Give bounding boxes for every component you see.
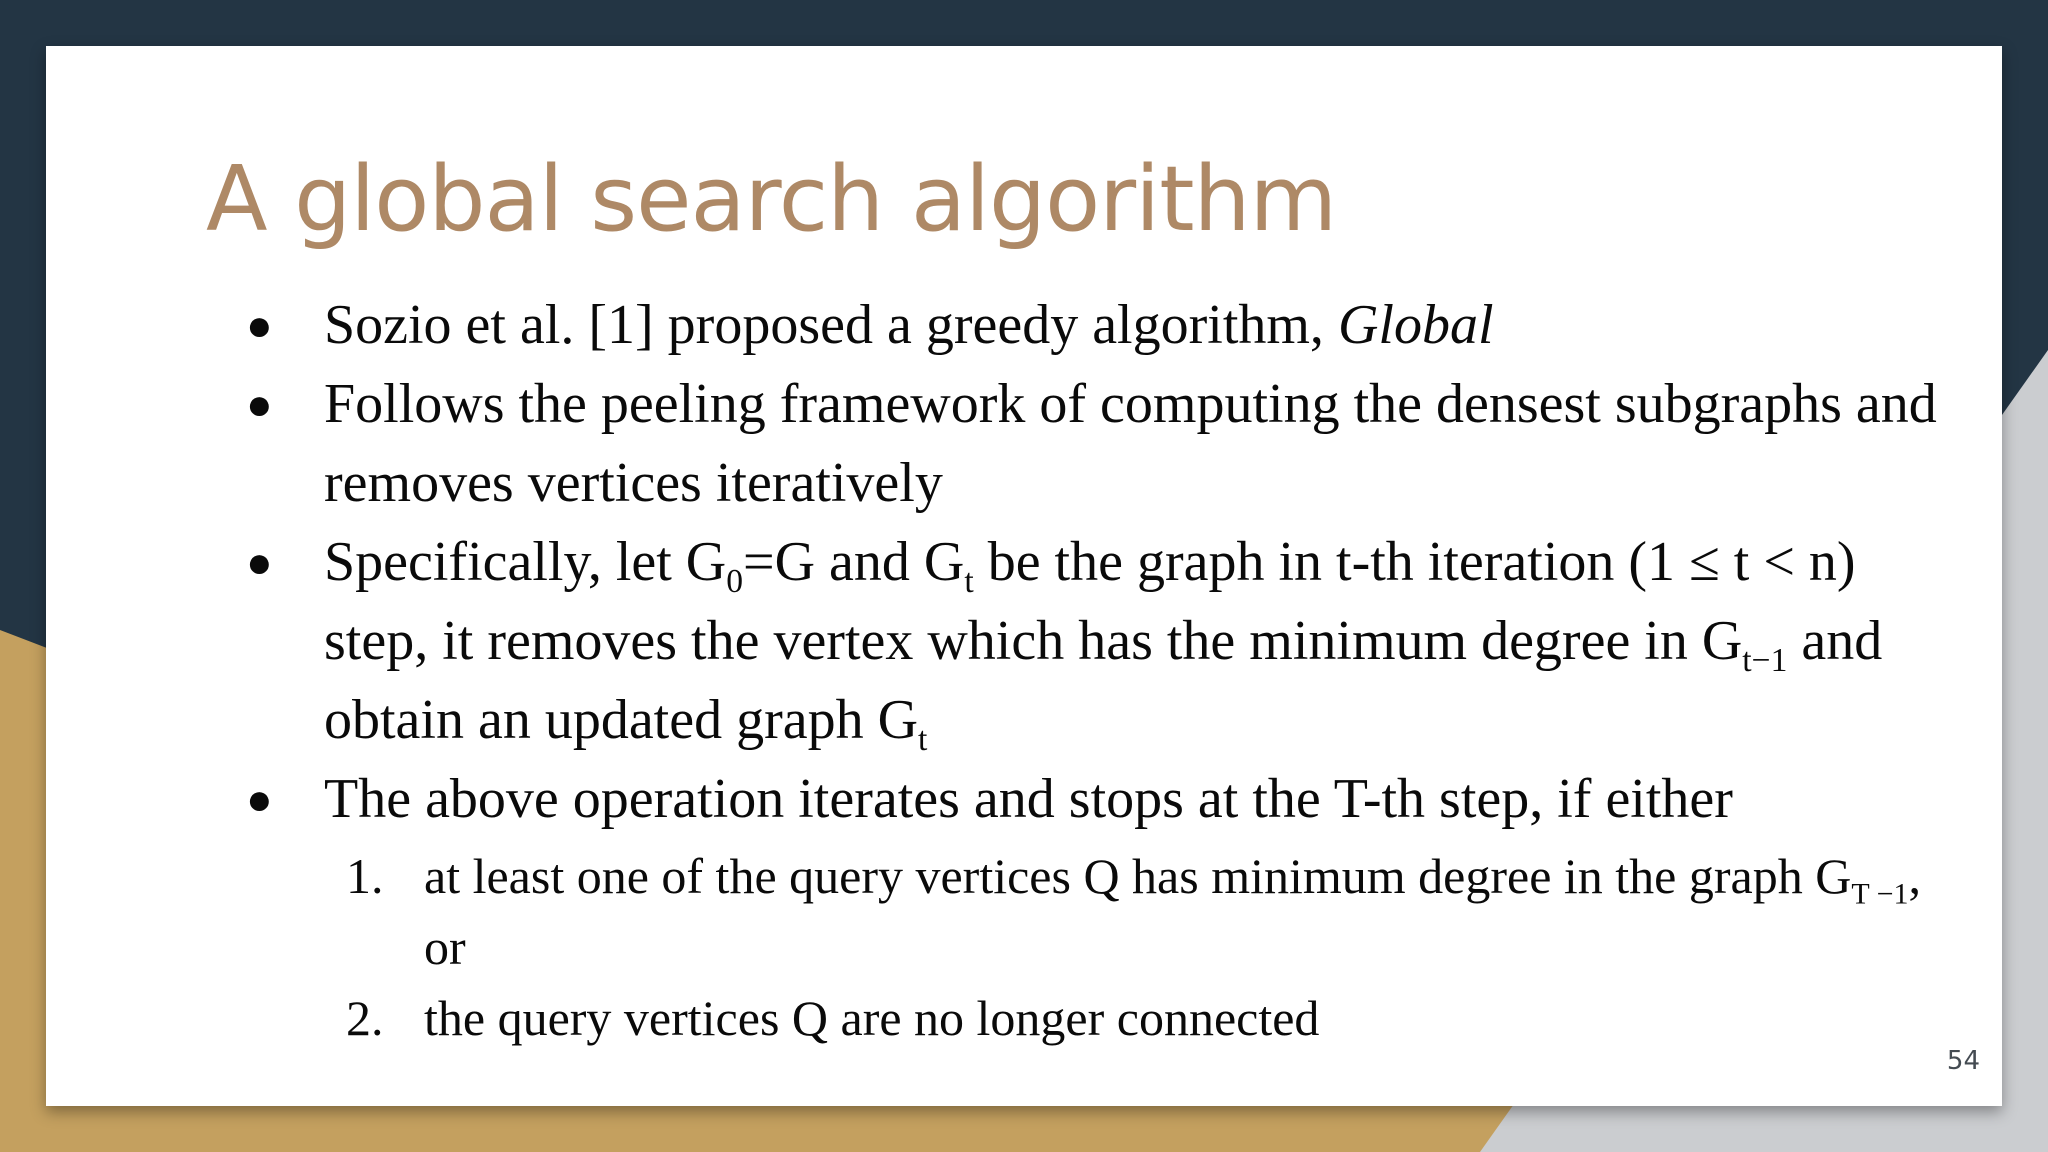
bullet-dot: ● — [246, 538, 273, 587]
page-number: 54 — [1946, 1046, 1980, 1076]
bullet-3-part1: Specifically, let G — [324, 531, 727, 593]
bullet-2-text: Follows the peeling framework of computing the densest subgraphs and removes vertices iteratively — [324, 373, 1937, 514]
numbered-marker: 1. — [346, 848, 384, 904]
subscript: 0 — [726, 562, 744, 600]
bullet-3-part2: =G and G — [743, 531, 965, 593]
bullet-1-text: Sozio et al. [1] proposed a greedy algorithm, — [324, 294, 1338, 356]
bullet-dot: ● — [246, 380, 273, 429]
bullet-3-part3: be the graph in t-th iteration (1 ≤ t < n) step, it removes the vertex which has the minimum degree in G — [324, 531, 1856, 672]
bullet-dot: ● — [246, 301, 273, 350]
bullet-4-text: The above operation iterates and stops at the T-th step, if either — [324, 768, 1733, 830]
numbered-1-part2: , or — [424, 848, 1922, 975]
numbered-1-text — [424, 841, 1934, 983]
slide — [46, 46, 2002, 1106]
slide-title: A global search algorithm — [206, 147, 1337, 252]
subscript: t — [964, 562, 974, 600]
subscript: t — [918, 720, 928, 758]
subscript: t−1 — [1742, 641, 1788, 679]
bullet-dot: ● — [246, 775, 273, 824]
bullet-1-emphasis: Global — [1337, 294, 1494, 356]
numbered-1-part1: at least one of the query vertices Q has minimum degree in the graph G — [424, 848, 1852, 904]
bullet-3-text — [324, 523, 1944, 760]
bullet-3-part4: and obtain an updated graph G — [324, 610, 1883, 751]
subscript: T −1 — [1851, 877, 1909, 911]
bullet-text — [324, 286, 1944, 365]
numbered-marker: 2. — [346, 990, 384, 1046]
numbered-2-text: the query vertices Q are no longer connected — [424, 990, 1320, 1046]
